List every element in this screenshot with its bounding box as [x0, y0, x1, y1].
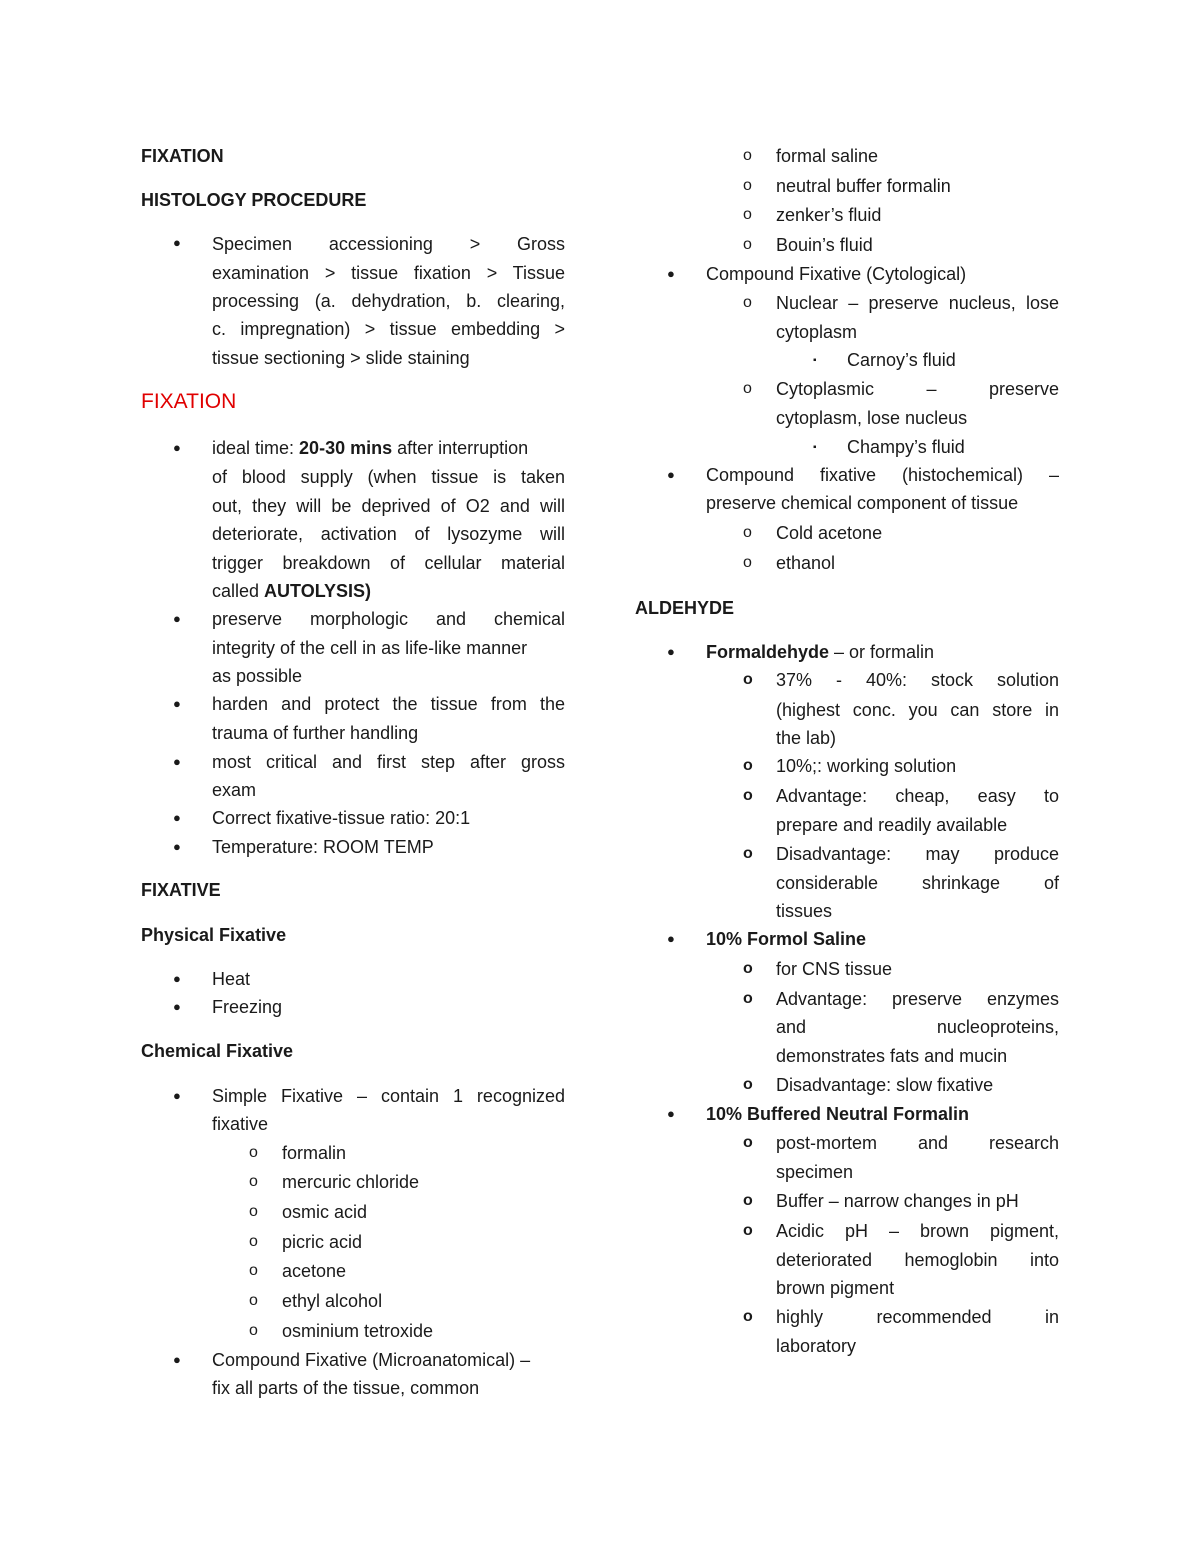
circle-bullet-icon: o: [743, 147, 752, 164]
circle-bullet-icon: o: [743, 554, 752, 571]
list-item: Carnoy’s fluid: [847, 350, 956, 370]
histochemical-line: Compound fixative (histochemical) –: [706, 465, 1059, 485]
advantage-line: demonstrates fats and mucin: [776, 1046, 1008, 1066]
bullet-icon: ●: [173, 1088, 181, 1103]
compound-micro-line: fix all parts of the tissue, common: [212, 1378, 480, 1398]
list-item: ethanol: [776, 553, 836, 573]
ideal-time-line: [212, 580, 565, 602]
disadvantage-line: considerable shrinkage of: [776, 873, 1059, 893]
circle-bullet-icon: o: [743, 671, 753, 688]
list-item: picric acid: [282, 1232, 363, 1252]
procedure-line: examination > tissue fixation > Tissue: [212, 263, 565, 283]
stock-line: the lab): [776, 728, 837, 748]
critical-line: most critical and first step after gross: [212, 752, 565, 772]
circle-bullet-icon: o: [249, 1292, 258, 1309]
ideal-time-rest: after interruption: [392, 438, 529, 458]
circle-bullet-icon: o: [743, 1134, 753, 1151]
highly-line: laboratory: [776, 1336, 857, 1356]
procedure-line: tissue sectioning > slide staining: [212, 348, 470, 368]
postmortem-line: specimen: [776, 1162, 854, 1182]
ideal-time-label: ideal time:: [212, 438, 300, 458]
heading-histology-procedure: HISTOLOGY PROCEDURE: [141, 190, 367, 210]
section-title-fixation: FIXATION: [141, 390, 237, 413]
bullet-icon: ●: [173, 971, 181, 986]
acidic-line: brown pigment: [776, 1278, 895, 1298]
bullet-icon: ●: [173, 611, 181, 626]
bullet-icon: ●: [173, 1352, 181, 1367]
list-item: mercuric chloride: [282, 1172, 420, 1192]
circle-bullet-icon: o: [249, 1262, 258, 1279]
circle-bullet-icon: o: [743, 990, 753, 1007]
cytoplasmic-line: Cytoplasmic – preserve: [776, 379, 1059, 399]
ideal-time-value: 20-30 mins: [299, 438, 393, 458]
cns-line: for CNS tissue: [776, 959, 893, 979]
circle-bullet-icon: o: [743, 1192, 753, 1209]
autolysis-term: AUTOLYSIS): [264, 581, 372, 601]
heading-physical-fixative: Physical Fixative: [141, 925, 287, 945]
harden-line: trauma of further handling: [212, 723, 419, 743]
circle-bullet-icon: o: [743, 960, 753, 977]
circle-bullet-icon: o: [249, 1322, 258, 1339]
critical-line: exam: [212, 780, 257, 800]
formol-saline-heading: 10% Formol Saline: [706, 929, 867, 949]
list-item: Cold acetone: [776, 523, 883, 543]
acidic-line: deteriorated hemoglobin into: [776, 1250, 1059, 1270]
circle-bullet-icon: o: [743, 1076, 753, 1093]
list-item: Heat: [212, 969, 251, 989]
list-item: neutral buffer formalin: [776, 176, 951, 196]
preserve-line: integrity of the cell in as life-like manner: [212, 638, 528, 658]
procedure-line: processing (a. dehydration, b. clearing,: [212, 291, 565, 311]
heading-fixative: FIXATIVE: [141, 880, 221, 900]
ideal-time-line: deteriorate, activation of lysozyme will: [212, 524, 565, 544]
circle-bullet-icon: o: [743, 1222, 753, 1239]
circle-bullet-icon: o: [743, 757, 753, 774]
preserve-line: preserve morphologic and chemical: [212, 609, 565, 629]
bullet-icon: ●: [667, 467, 675, 482]
acidic-line: Acidic pH – brown pigment,: [776, 1221, 1059, 1241]
circle-bullet-icon: o: [743, 294, 752, 311]
bullet-icon: ●: [173, 839, 181, 854]
bullet-icon: ●: [173, 440, 181, 455]
ideal-time-line: [212, 437, 565, 459]
procedure-line: Specimen accessioning > Gross: [212, 234, 565, 254]
cytological-line: Compound Fixative (Cytological): [706, 264, 967, 284]
list-item: osminium tetroxide: [282, 1321, 434, 1341]
temperature-line: Temperature: ROOM TEMP: [212, 837, 434, 857]
heading-chemical-fixative: Chemical Fixative: [141, 1041, 294, 1061]
ideal-time-line: of blood supply (when tissue is taken: [212, 467, 565, 487]
circle-bullet-icon: o: [743, 206, 752, 223]
list-item: acetone: [282, 1261, 347, 1281]
simple-fixative-line: fixative: [212, 1114, 269, 1134]
bullet-icon: ●: [173, 999, 181, 1014]
simple-fixative-line: Simple Fixative – contain 1 recognized: [212, 1086, 565, 1106]
bullet-icon: ●: [667, 931, 675, 946]
preserve-line: as possible: [212, 666, 303, 686]
procedure-line: c. impregnation) > tissue embedding >: [212, 319, 565, 339]
list-item: formalin: [282, 1143, 347, 1163]
formaldehyde-desc: – or formalin: [829, 642, 935, 662]
formaldehyde-term: Formaldehyde: [706, 642, 830, 662]
working-line: 10%;: working solution: [776, 756, 957, 776]
highly-line: highly recommended in: [776, 1307, 1059, 1327]
list-item: zenker’s fluid: [776, 205, 882, 225]
buffer-line: Buffer – narrow changes in pH: [776, 1191, 1019, 1211]
ratio-line: Correct fixative-tissue ratio: 20:1: [212, 808, 471, 828]
advantage-line: and nucleoproteins,: [776, 1017, 1059, 1037]
cytoplasmic-line: cytoplasm, lose nucleus: [776, 408, 968, 428]
circle-bullet-icon: o: [743, 845, 753, 862]
ideal-time-line: trigger breakdown of cellular material: [212, 553, 565, 573]
list-item: osmic acid: [282, 1202, 368, 1222]
nuclear-line: Nuclear – preserve nucleus, lose: [776, 293, 1059, 313]
circle-bullet-icon: o: [249, 1173, 258, 1190]
circle-bullet-icon: o: [743, 787, 753, 804]
doc-heading-fixation: FIXATION: [141, 146, 224, 166]
ideal-time-line: out, they will be deprived of O2 and will: [212, 496, 565, 516]
circle-bullet-icon: o: [249, 1144, 258, 1161]
list-item: formal saline: [776, 146, 879, 166]
bullet-icon: ●: [667, 1106, 675, 1121]
heading-aldehyde: ALDEHYDE: [635, 598, 735, 618]
circle-bullet-icon: o: [249, 1233, 258, 1250]
circle-bullet-icon: o: [249, 1203, 258, 1220]
autolysis-prefix: called: [212, 581, 265, 601]
harden-line: harden and protect the tissue from the: [212, 694, 565, 714]
disadvantage-line: Disadvantage: may produce: [776, 844, 1059, 864]
advantage-line: Advantage: preserve enzymes: [776, 989, 1059, 1009]
stock-line: (highest conc. you can store in: [776, 700, 1059, 720]
formaldehyde-line: [706, 641, 1130, 663]
bullet-icon: ●: [173, 810, 181, 825]
circle-bullet-icon: o: [743, 236, 752, 253]
list-item: Bouin’s fluid: [776, 235, 873, 255]
histochemical-line: preserve chemical component of tissue: [706, 493, 1019, 513]
list-item: Freezing: [212, 997, 283, 1017]
circle-bullet-icon: o: [743, 177, 752, 194]
bnf-heading: 10% Buffered Neutral Formalin: [706, 1104, 970, 1124]
bullet-icon: ●: [667, 644, 675, 659]
stock-line: 37% - 40%: stock solution: [776, 670, 1059, 690]
advantage-line: prepare and readily available: [776, 815, 1008, 835]
bullet-icon: ●: [667, 266, 675, 281]
square-bullet-icon: ▪: [813, 442, 817, 453]
disadvantage-line: tissues: [776, 901, 833, 921]
compound-micro-line: Compound Fixative (Microanatomical) –: [212, 1350, 531, 1370]
postmortem-line: post-mortem and research: [776, 1133, 1059, 1153]
list-item: ethyl alcohol: [282, 1291, 383, 1311]
nuclear-line: cytoplasm: [776, 322, 858, 342]
bullet-icon: ●: [173, 696, 181, 711]
list-item: Champy’s fluid: [847, 437, 965, 457]
bullet-icon: ●: [173, 235, 181, 250]
circle-bullet-icon: o: [743, 380, 752, 397]
circle-bullet-icon: o: [743, 1308, 753, 1325]
disadvantage-line: Disadvantage: slow fixative: [776, 1075, 994, 1095]
advantage-line: Advantage: cheap, easy to: [776, 786, 1059, 806]
circle-bullet-icon: o: [743, 524, 752, 541]
bullet-icon: ●: [173, 754, 181, 769]
square-bullet-icon: ▪: [813, 355, 817, 366]
